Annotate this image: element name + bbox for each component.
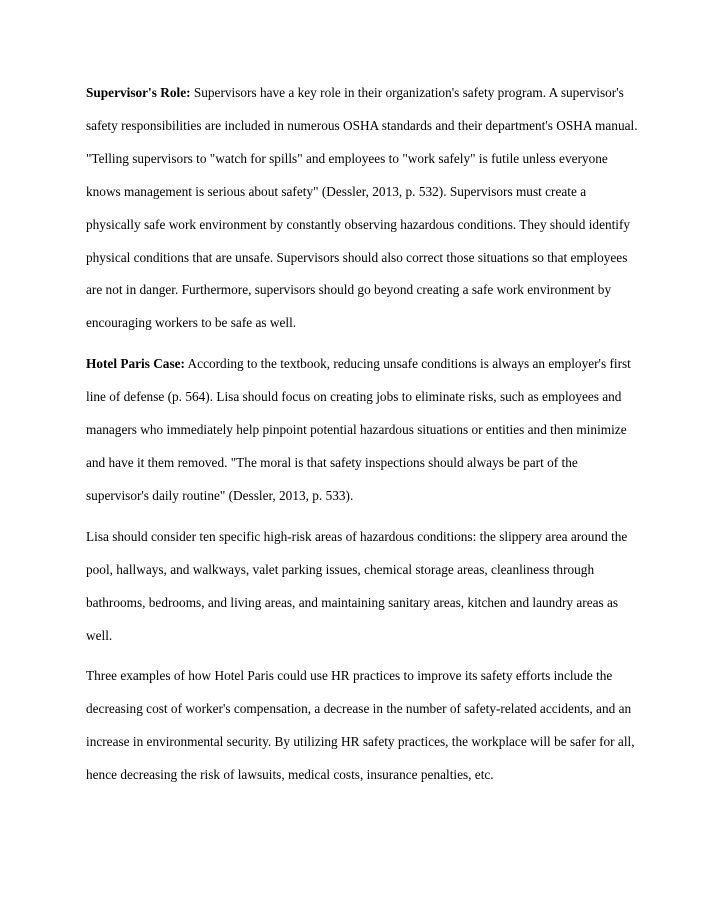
paragraph-hr-practices bbox=[86, 660, 642, 792]
paragraph-heading-supervisors-role: Supervisor's Role: bbox=[86, 85, 191, 100]
paragraph-text-hr-practices: Three examples of how Hotel Paris could use HR practices to improve its safety efforts include the decreasing cost of worker's compensation, a decrease in the number of safety-related accidents, and an increase in environmental security. By utilizing HR safety practices, the workplace will be safer for all, hence decreasing the risk of lawsuits, medical costs, insurance penalties, etc. bbox=[86, 668, 635, 783]
paragraph-hotel-paris-case bbox=[86, 348, 642, 513]
paragraph-high-risk-areas bbox=[86, 521, 642, 653]
paragraph-text-high-risk-areas: Lisa should consider ten specific high-risk areas of hazardous conditions: the slippery area around the pool, hallways, and walkways, valet parking issues, chemical storage areas, cleanliness through bathrooms, bedrooms, and living areas, and maintaining sanitary areas, kitchen and laundry areas as well. bbox=[86, 528, 628, 643]
paragraph-text-hotel-paris-case: According to the textbook, reducing unsafe conditions is always an employer's first line of defense (p. 564). Lisa should focus on creating jobs to eliminate risks, such as employees and managers who immediately help pinpoint potential hazardous situations or entities and then minimize and have it them removed. "The moral is that safety inspections should always be part of the supervisor's daily routine" (Dessler, 2013, p. 533). bbox=[86, 356, 631, 503]
paragraph-heading-hotel-paris-case: Hotel Paris Case: bbox=[86, 356, 185, 372]
document-body bbox=[86, 77, 642, 800]
paragraph-text-supervisors-role: Supervisors have a key role in their organization's safety program. A supervisor's safety responsibilities are included in numerous OSHA standards and their department's OSHA manual. "Telling supervisors to "watch for spills" and employees to "work safely" is futile unless everyone knows management is serious about safety" (Dessler, 2013, p. 532). Supervisors must create a physically safe work environment by constantly observing hazardous conditions. They should identify physical conditions that are unsafe. Supervisors should also correct those situations so that employees are not in danger. Furthermore, supervisors should go beyond creating a safe work environment by encouraging workers to be safe as well. bbox=[86, 85, 638, 331]
paragraph-supervisors-role bbox=[86, 77, 642, 340]
